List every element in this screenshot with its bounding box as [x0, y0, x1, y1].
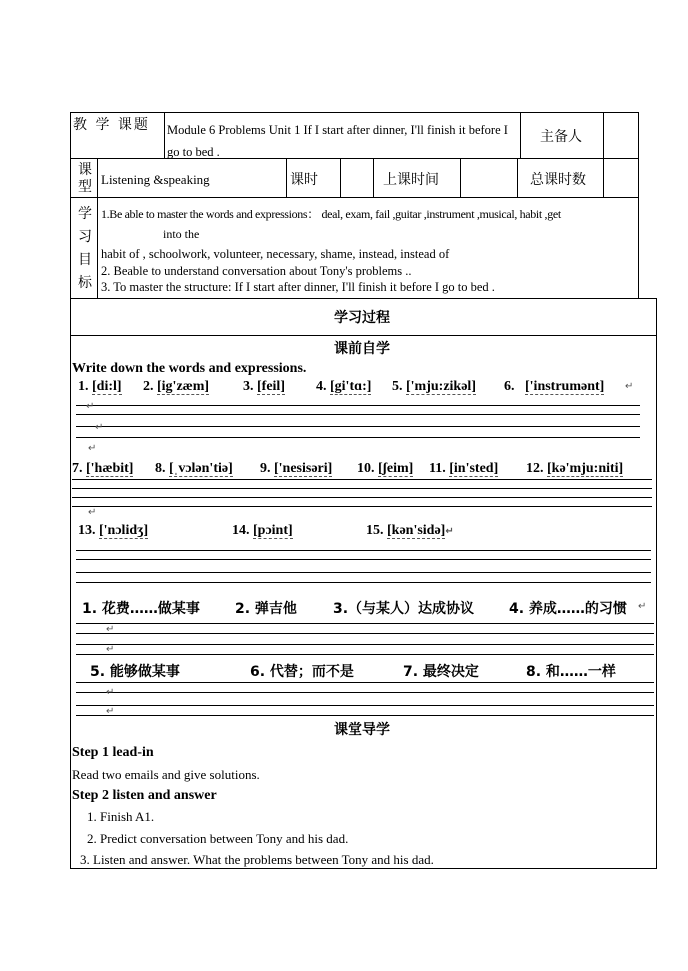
- label-total-periods: 总课时数: [530, 172, 586, 188]
- step-2-item-2: 2. Predict conversation between Tony and his dad.: [87, 831, 349, 846]
- return-mark: ↵: [106, 706, 115, 717]
- header-top-border: [70, 112, 638, 113]
- objective-line-2: 2. Beable to understand conversation about Tony's problems ..: [101, 264, 412, 278]
- writing-line: [76, 654, 654, 655]
- return-mark: ↵: [445, 526, 454, 537]
- writing-line: [72, 506, 652, 507]
- classroom-title: 课堂导学: [334, 722, 390, 738]
- writing-line: [76, 437, 640, 438]
- label-objectives: 学习目标: [78, 206, 92, 291]
- process-title: 学习过程: [334, 310, 390, 326]
- label-class-time: 上课时间: [383, 172, 439, 188]
- period-val-divider: [373, 158, 374, 198]
- preview-instruction: Write down the words and expressions.: [72, 361, 307, 376]
- return-mark: ↵: [95, 422, 104, 433]
- topic-text: Module 6 Problems Unit 1 If I start after dinner, I'll finish it before I go to bed .: [167, 123, 508, 159]
- phonetic-item-10: 10. [ʃeim]: [357, 461, 414, 476]
- writing-line: [76, 572, 651, 573]
- step-1-heading: Step 1 lead-in: [72, 745, 154, 760]
- preview-title: 课前自学: [334, 341, 390, 357]
- phonetic-item-1: 1. [di:l]: [78, 379, 122, 394]
- phonetic-item-14: 14. [pɔint]: [232, 523, 293, 538]
- phrase-item-6: 6. 代替；而不是: [250, 664, 354, 680]
- writing-line: [76, 633, 654, 634]
- writing-line: [76, 550, 651, 551]
- phrase-item-4: 4. 养成……的习惯: [509, 601, 627, 617]
- label-main-prep: 主备人: [540, 129, 582, 145]
- return-mark: ↵: [88, 507, 97, 518]
- writing-line: [76, 692, 654, 693]
- header-left-border: [70, 112, 71, 299]
- type-col-divider: [286, 158, 287, 198]
- step-1-text: Read two emails and give solutions.: [72, 767, 260, 782]
- writing-line: [72, 497, 652, 498]
- writing-line: [76, 623, 654, 624]
- type-value: Listening &speaking: [101, 172, 210, 187]
- phonetic-item-15: 15. [kən'sidə]↵: [366, 523, 454, 538]
- objective-line-1: 1.Be able to master the words and expressions： deal, exam, fail ,guitar ,instrument ,musical, habit ,get: [101, 207, 561, 221]
- total-col-divider: [603, 158, 604, 198]
- objective-line-1c: habit of , schoolwork, volunteer, necessary, shame, instead, instead of: [101, 247, 450, 261]
- main-prep-col-divider: [603, 112, 604, 159]
- phonetic-item-7: 7. ['hæbit]: [72, 461, 134, 476]
- phonetic-item-12: 12. [kə'mju:niti]: [526, 461, 624, 476]
- return-mark: ↵: [106, 687, 115, 698]
- phonetic-item-3: 3. [feil]: [243, 379, 285, 394]
- label-col-divider: [97, 158, 98, 299]
- phrase-item-1: 1. 花费……做某事: [82, 601, 200, 617]
- header-right-border: [638, 112, 639, 299]
- phonetic-item-11: 11. [in'sted]: [429, 461, 499, 476]
- step-2-heading: Step 2 listen and answer: [72, 788, 217, 803]
- phrase-item-5: 5. 能够做某事: [90, 664, 180, 680]
- objectives-top-border: [70, 197, 638, 198]
- writing-line: [76, 559, 651, 560]
- label-period: 课时: [290, 172, 318, 188]
- class-time-col-divider: [460, 158, 461, 198]
- writing-line: [72, 488, 652, 489]
- phonetic-item-6: 6. ['instrumənt]: [504, 379, 605, 394]
- topic-col-divider: [520, 112, 521, 159]
- label-type: 课型: [78, 162, 92, 195]
- return-mark: ↵: [88, 443, 97, 454]
- label-teach-topic: 教 学 课题: [73, 117, 150, 133]
- phrase-item-7: 7. 最终决定: [403, 664, 479, 680]
- phonetic-item-9: 9. ['nesisəri]: [260, 461, 333, 476]
- phrase-item-2: 2. 弹吉他: [235, 601, 297, 617]
- writing-line: [76, 405, 640, 406]
- writing-line: [76, 414, 640, 415]
- phonetic-item-8: 8. [ˌvɔlən'tiə]: [155, 461, 233, 476]
- class-time-val-divider: [517, 158, 518, 198]
- writing-line: [76, 715, 654, 716]
- phrase-item-3: 3.（与某人）达成协议: [333, 601, 475, 617]
- phrase-item-8: 8. 和……一样: [526, 664, 616, 680]
- step-2-item-3: 3. Listen and answer. What the problems between Tony and his dad.: [80, 852, 434, 867]
- objective-line-1b: into the: [163, 227, 200, 241]
- writing-line: [76, 426, 640, 427]
- return-mark: ↵: [106, 644, 115, 655]
- writing-line: [76, 644, 654, 645]
- return-mark: ↵: [86, 401, 95, 412]
- phonetic-item-2: 2. [ig'zæm]: [143, 379, 210, 394]
- step-2-item-1: 1. Finish A1.: [87, 809, 155, 824]
- phonetic-item-4: 4. [gi'tɑ:]: [316, 379, 372, 394]
- writing-line: [76, 705, 654, 706]
- title-col-divider: [164, 112, 165, 159]
- return-mark: ↵: [106, 624, 115, 635]
- writing-line: [76, 682, 654, 683]
- objective-line-3: 3. To master the structure: If I start after dinner, I'll finish it before I go to bed .: [101, 280, 495, 294]
- process-title-divider: [70, 335, 657, 336]
- phonetic-item-5: 5. ['mju:zikəl]: [392, 379, 476, 394]
- return-mark: ↵: [638, 601, 647, 612]
- phonetic-item-13: 13. ['nɔlidʒ]: [78, 523, 149, 538]
- period-col-divider: [340, 158, 341, 198]
- writing-line: [72, 479, 652, 480]
- return-mark: ↵: [625, 381, 634, 392]
- writing-line: [76, 582, 651, 583]
